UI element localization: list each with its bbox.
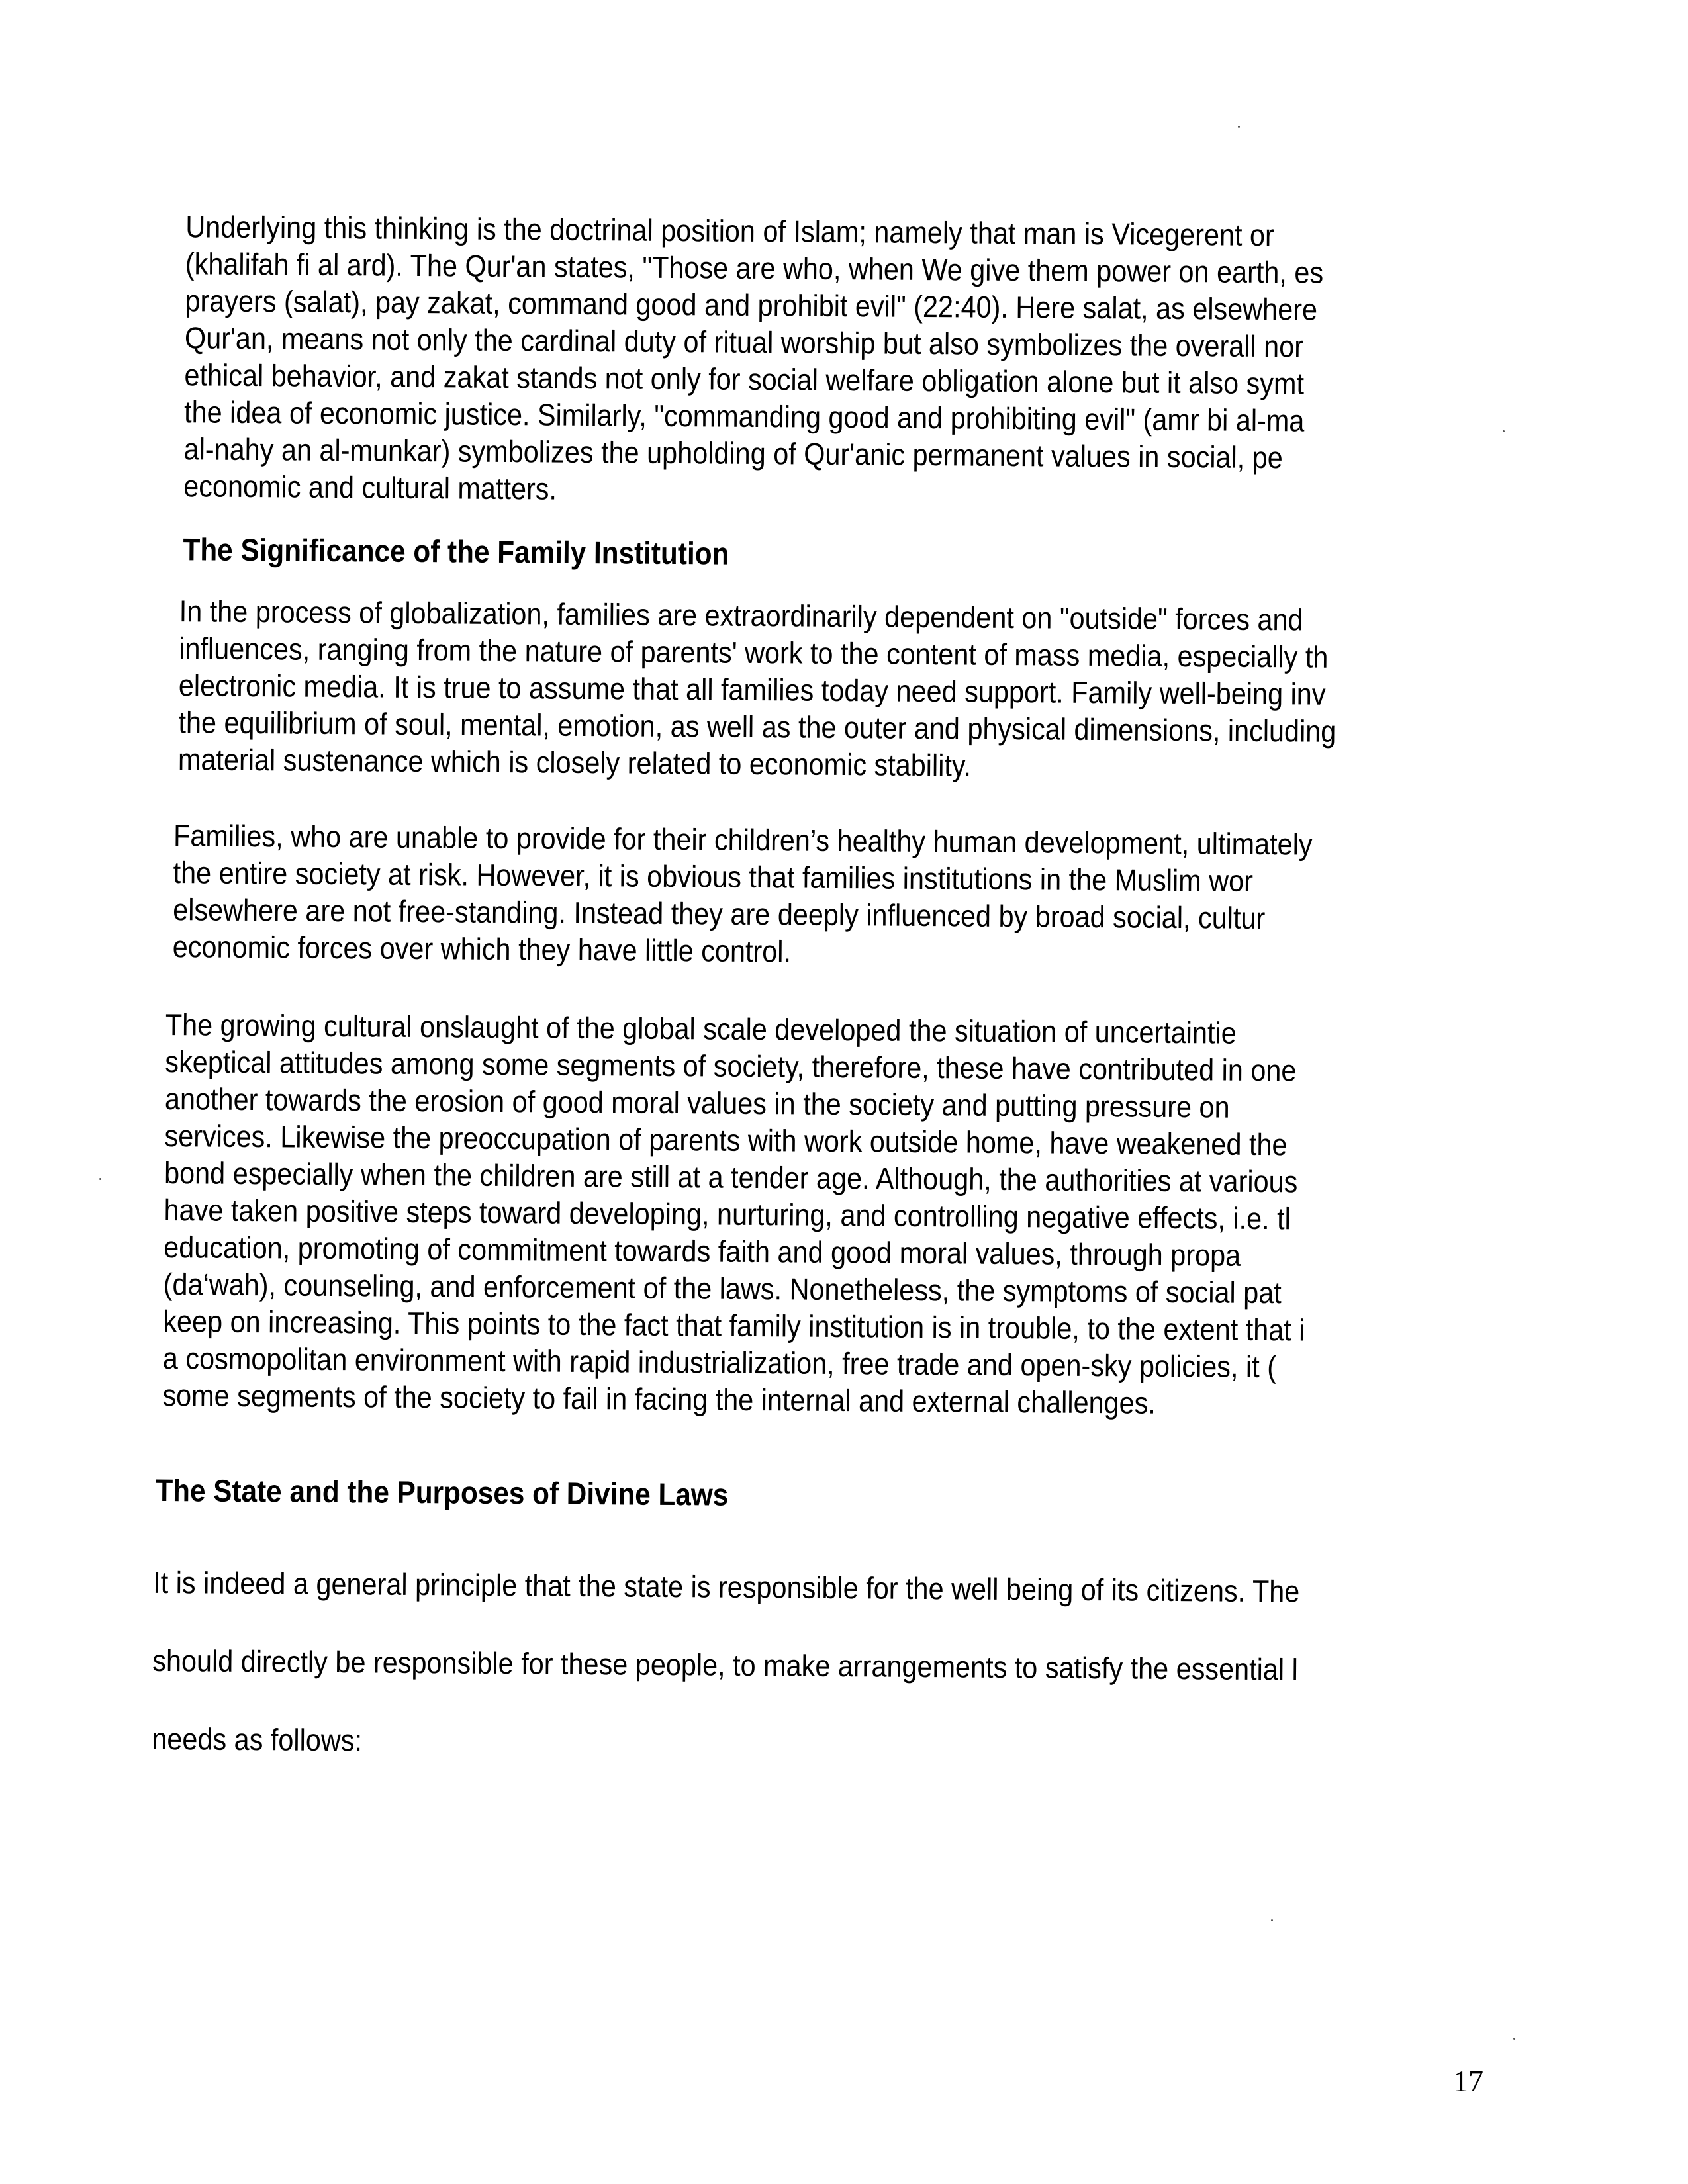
page-number: 17 xyxy=(1453,2064,1483,2098)
text-line: elsewhere are not free-standing. Instead they are deeply influenced by broad social, cultur xyxy=(173,892,1266,936)
paragraph-families-unable xyxy=(173,817,1313,974)
text-line: should directly be responsible for these people, to make arrangements to satisfy the essential l xyxy=(152,1643,1299,1687)
text-line: material sustenance which is closely related to economic stability. xyxy=(177,742,972,783)
paragraph-cultural-onslaught xyxy=(162,1006,1307,1423)
section-heading-state-divine-laws: The State and the Purposes of Divine Laws xyxy=(156,1472,729,1512)
text-line: economic forces over which they have little control. xyxy=(172,929,792,969)
text-line: services. Likewise the preoccupation of parents with work outside home, have weakened the xyxy=(164,1118,1288,1162)
paragraph-globalization xyxy=(178,592,1337,787)
text-line: the idea of economic justice. Similarly, "commanding good and prohibiting evil" (amr bi al-ma xyxy=(183,394,1305,438)
text-line: another towards the erosion of good moral values in the society and putting pressure on xyxy=(164,1081,1230,1124)
text-line: Qur'an, means not only the cardinal duty of ritual worship but also symbolizes the overall nor xyxy=(184,320,1304,364)
text-line: (khalifah fi al ard). The Qur'an states, "Those are who, when We give them power on earth, es xyxy=(185,246,1324,290)
text-line: In the process of globalization, families are extraordinarily dependent on "outside" forces and xyxy=(179,594,1303,637)
text-line: economic and cultural matters. xyxy=(183,469,557,506)
scan-speck xyxy=(1503,430,1505,432)
text-line: the equilibrium of soul, mental, emotion, as well as the outer and physical dimensions, including xyxy=(178,705,1336,749)
text-line: bond especially when the children are still at a tender age. Although, the authorities at various xyxy=(164,1156,1298,1199)
paragraph-state-responsibility xyxy=(152,1543,1300,1787)
text-line: keep on increasing. This points to the fact that family institution is in trouble, to the extent that i xyxy=(163,1303,1305,1347)
text-line: skeptical attitudes among some segments of society, therefore, these have contributed in one xyxy=(165,1044,1297,1088)
text-line: al-nahy an al-munkar) symbolizes the upholding of Qur'anic permanent values in social, pe xyxy=(183,432,1284,475)
text-line: some segments of the society to fail in facing the internal and external challenges. xyxy=(162,1377,1156,1420)
text-line: influences, ranging from the nature of parents' work to the content of mass media, especially th xyxy=(179,631,1329,674)
text-line: a cosmopolitan environment with rapid industrialization, free trade and open-sky policies, it ( xyxy=(162,1340,1277,1385)
section-heading-family-institution: The Significance of the Family Institution xyxy=(183,531,729,571)
text-line: prayers (salat), pay zakat, command good and prohibit evil" (22:40). Here salat, as elsewhere xyxy=(185,283,1318,327)
scan-speck xyxy=(99,1178,101,1180)
text-line: the entire society at risk. However, it is obvious that families institutions in the Muslim wor xyxy=(173,855,1254,898)
text-line: ethical behavior, and zakat stands not only for social welfare obligation alone but it also symt xyxy=(184,357,1305,401)
text-line: The growing cultural onslaught of the global scale developed the situation of uncertaintie xyxy=(165,1007,1237,1050)
scan-speck xyxy=(1513,2038,1515,2040)
text-line: have taken positive steps toward developing, nurturing, and controlling negative effects, i.e. tl xyxy=(164,1193,1291,1236)
text-line: Underlying this thinking is the doctrinal position of Islam; namely that man is Vicegerent or xyxy=(185,209,1275,253)
text-line: education, promoting of commitment towards faith and good moral values, through propa xyxy=(164,1230,1241,1273)
text-line: It is indeed a general principle that the state is responsible for the well being of its citizens. The xyxy=(153,1565,1300,1609)
text-line: electronic media. It is true to assume that all families today need support. Family well-being inv xyxy=(178,668,1326,711)
paragraph-intro xyxy=(183,208,1324,513)
text-line: needs as follows: xyxy=(152,1721,363,1758)
scan-speck xyxy=(1271,1919,1273,1921)
text-line: (da‘wah), counseling, and enforcement of the laws. Nonetheless, the symptoms of social pat xyxy=(163,1266,1282,1310)
scan-speck xyxy=(1238,126,1240,128)
text-line: Families, who are unable to provide for their children’s healthy human development, ultimately xyxy=(173,818,1313,862)
